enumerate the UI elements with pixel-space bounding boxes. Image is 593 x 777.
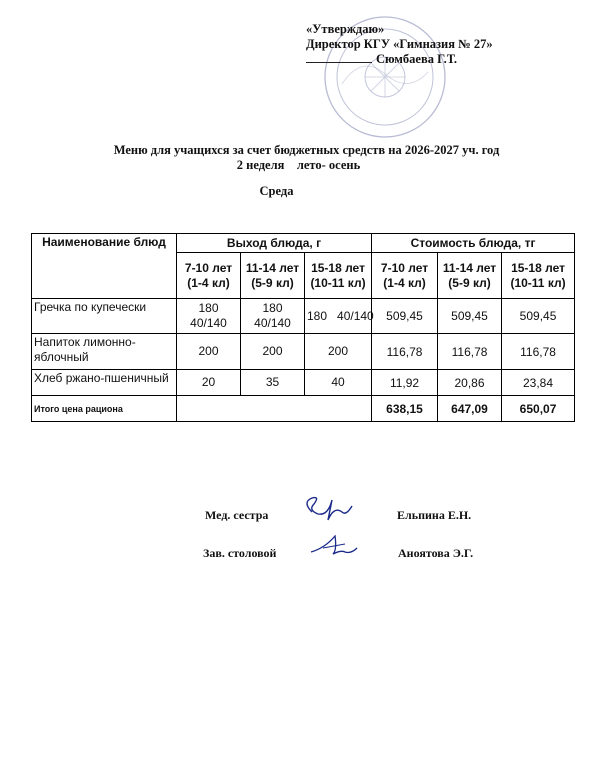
cost-cell: 116,78 xyxy=(372,334,438,370)
output-cell: 40 xyxy=(305,370,372,396)
total-row xyxy=(32,396,575,422)
cost-cell: 23,84 xyxy=(502,370,575,396)
age-header: 11-14 лет (5-9 кл) xyxy=(438,253,502,299)
output-cell: 200 xyxy=(177,334,241,370)
approval-block xyxy=(306,22,493,67)
menu-day: Среда xyxy=(259,184,294,198)
age-header: 11-14 лет (5-9 кл) xyxy=(241,253,305,299)
nurse-role: Мед. сестра xyxy=(205,508,269,522)
nurse-signature xyxy=(298,490,358,526)
dish-name: Гречка по купечески xyxy=(32,299,177,334)
total-cost: 647,09 xyxy=(438,396,502,422)
cost-cell: 20,86 xyxy=(438,370,502,396)
output-cell: 20 xyxy=(177,370,241,396)
age-header: 15-18 лет (10-11 кл) xyxy=(502,253,575,299)
canteen-name: Аноятова Э.Г. xyxy=(398,546,474,560)
output-cell: 180 40/140 xyxy=(177,299,241,334)
canteen-role: Зав. столовой xyxy=(203,546,277,560)
cost-cell: 509,45 xyxy=(502,299,575,334)
output-cell: 180 40/140 xyxy=(241,299,305,334)
table-row xyxy=(32,299,575,334)
dish-name: Напиток лимонно-яблочный xyxy=(32,334,177,370)
total-cost: 638,15 xyxy=(372,396,438,422)
output-cell: 180 40/140 xyxy=(305,299,372,334)
signature-line xyxy=(306,62,372,63)
age-header: 15-18 лет (10-11 кл) xyxy=(305,253,372,299)
col-header-cost: Стоимость блюда, тг xyxy=(372,234,575,253)
total-empty xyxy=(177,396,372,422)
dish-name: Хлеб ржано-пшеничный xyxy=(32,370,177,396)
total-label: Итого цена рациона xyxy=(32,396,177,422)
age-header: 7-10 лет (1-4 кл) xyxy=(372,253,438,299)
cost-cell: 509,45 xyxy=(438,299,502,334)
menu-title: Меню для учащихся за счет бюджетных средств на 2026-2027 уч. год xyxy=(113,143,500,157)
col-header-name: Наименование блюд xyxy=(32,234,177,299)
cost-cell: 116,78 xyxy=(438,334,502,370)
col-header-output: Выход блюда, г xyxy=(177,234,372,253)
table-row xyxy=(32,370,575,396)
approval-line3: Сюмбаева Г.Т. xyxy=(376,52,457,66)
output-cell: 200 xyxy=(305,334,372,370)
cost-cell: 509,45 xyxy=(372,299,438,334)
menu-table xyxy=(31,233,575,422)
nurse-name: Ельпина Е.Н. xyxy=(397,508,472,522)
table-row xyxy=(32,334,575,370)
cost-cell: 11,92 xyxy=(372,370,438,396)
cost-cell: 116,78 xyxy=(502,334,575,370)
total-cost: 650,07 xyxy=(502,396,575,422)
approval-line2: Директор КГУ «Гимназия № 27» xyxy=(306,37,493,51)
output-cell: 35 xyxy=(241,370,305,396)
age-header: 7-10 лет (1-4 кл) xyxy=(177,253,241,299)
output-cell: 200 xyxy=(241,334,305,370)
menu-subtitle: 2 неделя лето- осень xyxy=(236,158,361,172)
approval-line1: «Утверждаю» xyxy=(306,22,385,36)
canteen-signature xyxy=(305,530,365,560)
